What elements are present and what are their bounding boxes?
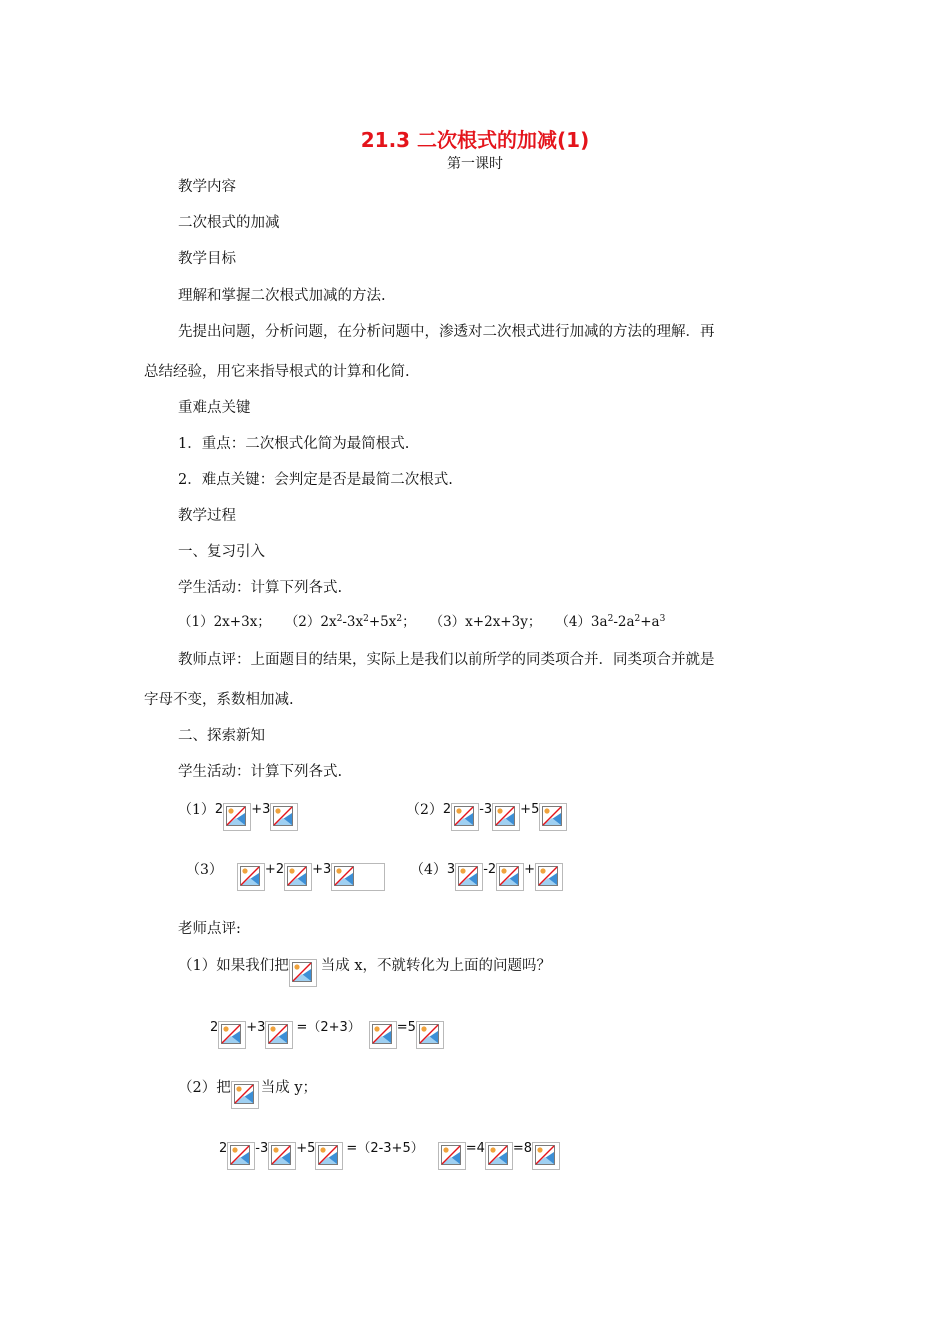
section-heading: 教学目标 <box>178 251 236 267</box>
math-expression-1: （1） 2 +3 <box>178 802 298 831</box>
paragraph: 先提出问题，分析问题，在分析问题中，渗透对二次根式进行加减的方法的理解．再 <box>178 324 715 340</box>
broken-image-icon <box>289 959 317 987</box>
broken-image-icon <box>270 803 298 831</box>
exercise-3: （3）x+2x+3y； <box>429 614 542 630</box>
broken-image-icon <box>315 1142 343 1170</box>
broken-image-icon <box>532 1142 560 1170</box>
page-subtitle: 第一课时 <box>447 156 503 172</box>
derivation-2: 2 -3 +5 =（2-3+5） =4 =8 <box>219 1141 560 1170</box>
broken-image-icon <box>451 803 479 831</box>
broken-image-icon <box>268 1142 296 1170</box>
broken-image-icon <box>438 1142 466 1170</box>
note-line-1: （1）如果我们把 当成 x，不就转化为上面的问题吗？ <box>178 958 551 987</box>
broken-image-icon <box>416 1021 444 1049</box>
section-heading: 教学内容 <box>178 179 236 195</box>
broken-image-icon <box>237 863 265 891</box>
paragraph: 总结经验，用它来指导根式的计算和化简. <box>144 364 410 380</box>
broken-image-icon <box>455 863 483 891</box>
paragraph: 字母不变，系数相加减. <box>144 692 294 708</box>
broken-image-icon <box>231 1081 259 1109</box>
math-expression-4: （4） 3 -2 + <box>410 862 563 891</box>
section-heading: 二、探索新知 <box>178 728 265 744</box>
math-expression-3: （3） +2 +3 <box>186 862 385 891</box>
paragraph: 理解和掌握二次根式加减的方法. <box>178 288 386 304</box>
section-heading: 教学过程 <box>178 508 236 524</box>
paragraph: 1．重点：二次根式化简为最简根式. <box>178 436 410 452</box>
exercise-1: （1）2x+3x； <box>178 614 271 630</box>
section-heading: 重难点关键 <box>178 400 251 416</box>
broken-image-icon <box>496 863 524 891</box>
note-line-2: （2）把 当成 y； <box>178 1080 317 1109</box>
broken-image-icon <box>227 1142 255 1170</box>
paragraph: 教师点评：上面题目的结果，实际上是我们以前所学的同类项合并．同类项合并就是 <box>178 652 715 668</box>
exercise-4: $(4)3a^2-2a^2+a^3$ <box>555 614 666 630</box>
paragraph: 2．难点关键：会判定是否是最简二次根式. <box>178 472 453 488</box>
exercise-line <box>178 612 665 632</box>
broken-image-icon <box>492 803 520 831</box>
broken-image-icon <box>218 1021 246 1049</box>
page-title: 21.3 二次根式的加减(1) <box>360 128 590 152</box>
section-heading: 老师点评: <box>178 921 241 937</box>
exercise-2: $(2)2x^2-3x^2+5x^2$； <box>284 614 416 630</box>
broken-image-icon <box>223 803 251 831</box>
math-expression-2: （2） 2 -3 +5 <box>406 802 567 831</box>
broken-image-icon <box>284 863 312 891</box>
broken-image-icon <box>265 1021 293 1049</box>
broken-image-icon <box>539 803 567 831</box>
paragraph: 学生活动：计算下列各式. <box>178 580 343 596</box>
broken-image-icon <box>535 863 563 891</box>
broken-image-icon <box>331 863 385 891</box>
section-heading: 一、复习引入 <box>178 544 265 560</box>
paragraph: 学生活动：计算下列各式. <box>178 764 343 780</box>
broken-image-icon <box>369 1021 397 1049</box>
paragraph: 二次根式的加减 <box>178 215 280 231</box>
broken-image-icon <box>485 1142 513 1170</box>
derivation-1: 2 +3 =（2+3） =5 <box>210 1020 444 1049</box>
